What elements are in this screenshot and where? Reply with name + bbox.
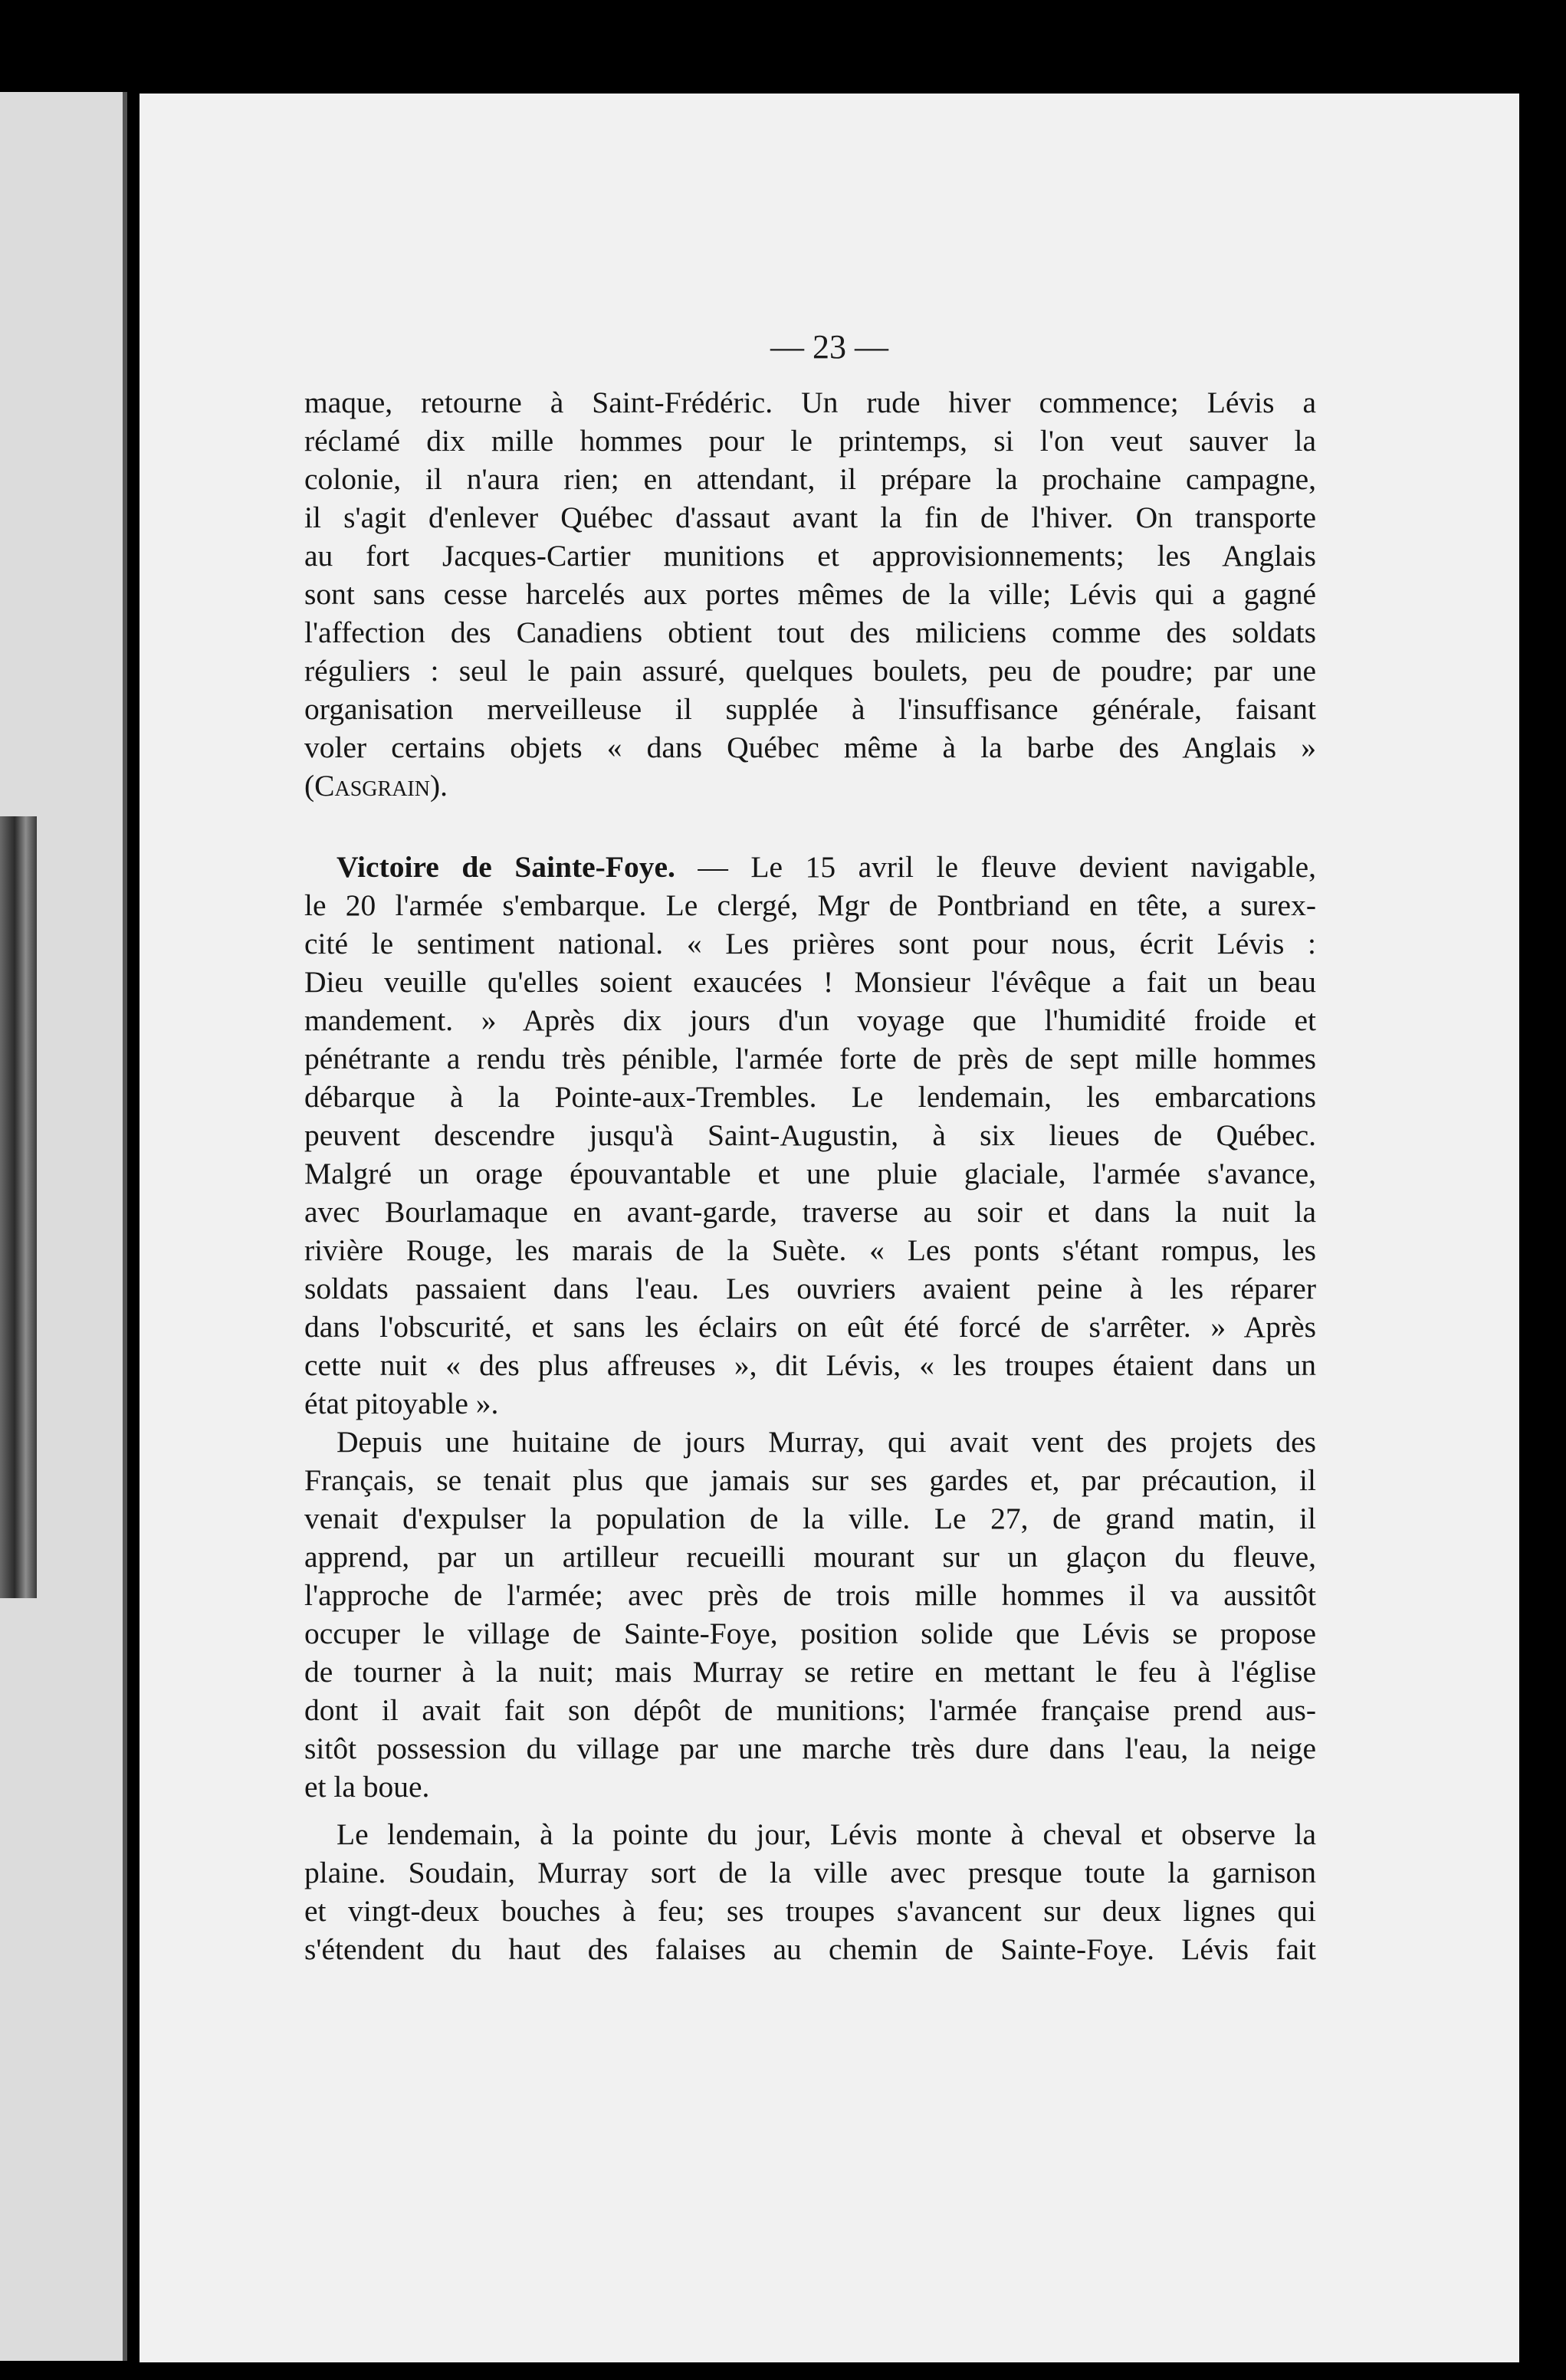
- text-line: débarque à la Pointe-aux-Trembles. Le lendemain, les embarcations: [304, 1080, 1316, 1114]
- paragraph: [304, 383, 1316, 805]
- section-heading: Victoire de Sainte-Foye.: [337, 850, 675, 884]
- text-fragment: — Le 15 avril le fleuve devient navigable,: [675, 850, 1316, 884]
- text-line: peuvent descendre jusqu'à Saint-Augustin, à six lieues de Québec.: [304, 1118, 1316, 1152]
- text-line: cette nuit « des plus affreuses », dit Lévis, « les troupes étaient dans un: [304, 1348, 1316, 1382]
- facing-page-illustration-edge: [0, 816, 37, 1598]
- text-line: dans l'obscurité, et sans les éclairs on eût été forcé de s'arrêter. » Après: [304, 1310, 1316, 1344]
- text-line: et la boue.: [304, 1770, 430, 1804]
- text-line: rivière Rouge, les marais de la Suète. « Les ponts s'étant rompus, les: [304, 1233, 1316, 1267]
- text-line: Depuis une huitaine de jours Murray, qui avait vent des projets des: [337, 1425, 1316, 1459]
- text-line: cité le sentiment national. « Les prières sont pour nous, écrit Lévis :: [304, 927, 1316, 960]
- text-line: sitôt possession du village par une marche très dure dans l'eau, la neige: [304, 1732, 1316, 1765]
- text-line: sont sans cesse harcelés aux portes mêmes de la ville; Lévis qui a gagné: [304, 577, 1316, 611]
- text-line: l'approche de l'armée; avec près de trois mille hommes il va aussitôt: [304, 1578, 1316, 1612]
- text-line: [304, 848, 1316, 886]
- text-line: avec Bourlamaque en avant-garde, traverse au soir et dans la nuit la: [304, 1195, 1316, 1229]
- text-line: colonie, il n'aura rien; en attendant, il prépare la prochaine campagne,: [304, 462, 1316, 496]
- text-line: dont il avait fait son dépôt de munitions; l'armée française prend aus-: [304, 1693, 1316, 1727]
- text-line: voler certains objets « dans Québec même à la barbe des Anglais »: [304, 730, 1316, 764]
- paragraph: [304, 1815, 1316, 1968]
- paragraph: [304, 1423, 1316, 1806]
- text-line: l'affection des Canadiens obtient tout des miliciens comme des soldats: [304, 616, 1316, 649]
- text-line: mandement. » Après dix jours d'un voyage que l'humidité froide et: [304, 1003, 1316, 1037]
- text-line: organisation merveilleuse il supplée à l'insuffisance générale, faisant: [304, 692, 1316, 726]
- body-text: [304, 383, 1316, 1968]
- text-line: pénétrante a rendu très pénible, l'armée forte de près de sept mille hommes: [304, 1042, 1316, 1075]
- text-line: s'étendent du haut des falaises au chemin de Sainte-Foye. Lévis fait: [304, 1932, 1316, 1966]
- text-line: il s'agit d'enlever Québec d'assaut avant la fin de l'hiver. On transporte: [304, 501, 1316, 534]
- text-line: venait d'expulser la population de la ville. Le 27, de grand matin, il: [304, 1502, 1316, 1535]
- page-number: — 23 —: [770, 328, 888, 366]
- text-line: réguliers : seul le pain assuré, quelques boulets, peu de poudre; par une: [304, 654, 1316, 688]
- book-page: [140, 94, 1519, 2362]
- text-line: occuper le village de Sainte-Foye, position solide que Lévis se propose: [304, 1617, 1316, 1650]
- text-line: plaine. Soudain, Murray sort de la ville avec presque toute la garnison: [304, 1856, 1316, 1889]
- text-line: réclamé dix mille hommes pour le printemps, si l'on veut sauver la: [304, 424, 1316, 458]
- text-line: maque, retourne à Saint-Frédéric. Un rude hiver commence; Lévis a: [304, 386, 1316, 419]
- text-line: Dieu veuille qu'elles soient exaucées ! Monsieur l'évêque a fait un beau: [304, 965, 1316, 999]
- text-line: le 20 l'armée s'embarque. Le clergé, Mgr de Pontbriand en tête, a surex-: [304, 888, 1316, 922]
- text-line: (Casgrain).: [304, 769, 448, 803]
- text-line: soldats passaient dans l'eau. Les ouvriers avaient peine à les réparer: [304, 1272, 1316, 1305]
- text-line: apprend, par un artilleur recueilli mourant sur un glaçon du fleuve,: [304, 1540, 1316, 1574]
- text-line: de tourner à la nuit; mais Murray se retire en mettant le feu à l'église: [304, 1655, 1316, 1689]
- text-line: Malgré un orage épouvantable et une pluie glaciale, l'armée s'avance,: [304, 1157, 1316, 1190]
- text-line: au fort Jacques-Cartier munitions et approvisionnements; les Anglais: [304, 539, 1316, 573]
- text-line: Le lendemain, à la pointe du jour, Lévis monte à cheval et observe la: [337, 1817, 1316, 1851]
- text-line: état pitoyable ».: [304, 1387, 499, 1420]
- text-line: et vingt-deux bouches à feu; ses troupes s'avancent sur deux lignes qui: [304, 1894, 1316, 1928]
- text-line: Français, se tenait plus que jamais sur ses gardes et, par précaution, il: [304, 1463, 1316, 1497]
- paragraph: [304, 848, 1316, 1423]
